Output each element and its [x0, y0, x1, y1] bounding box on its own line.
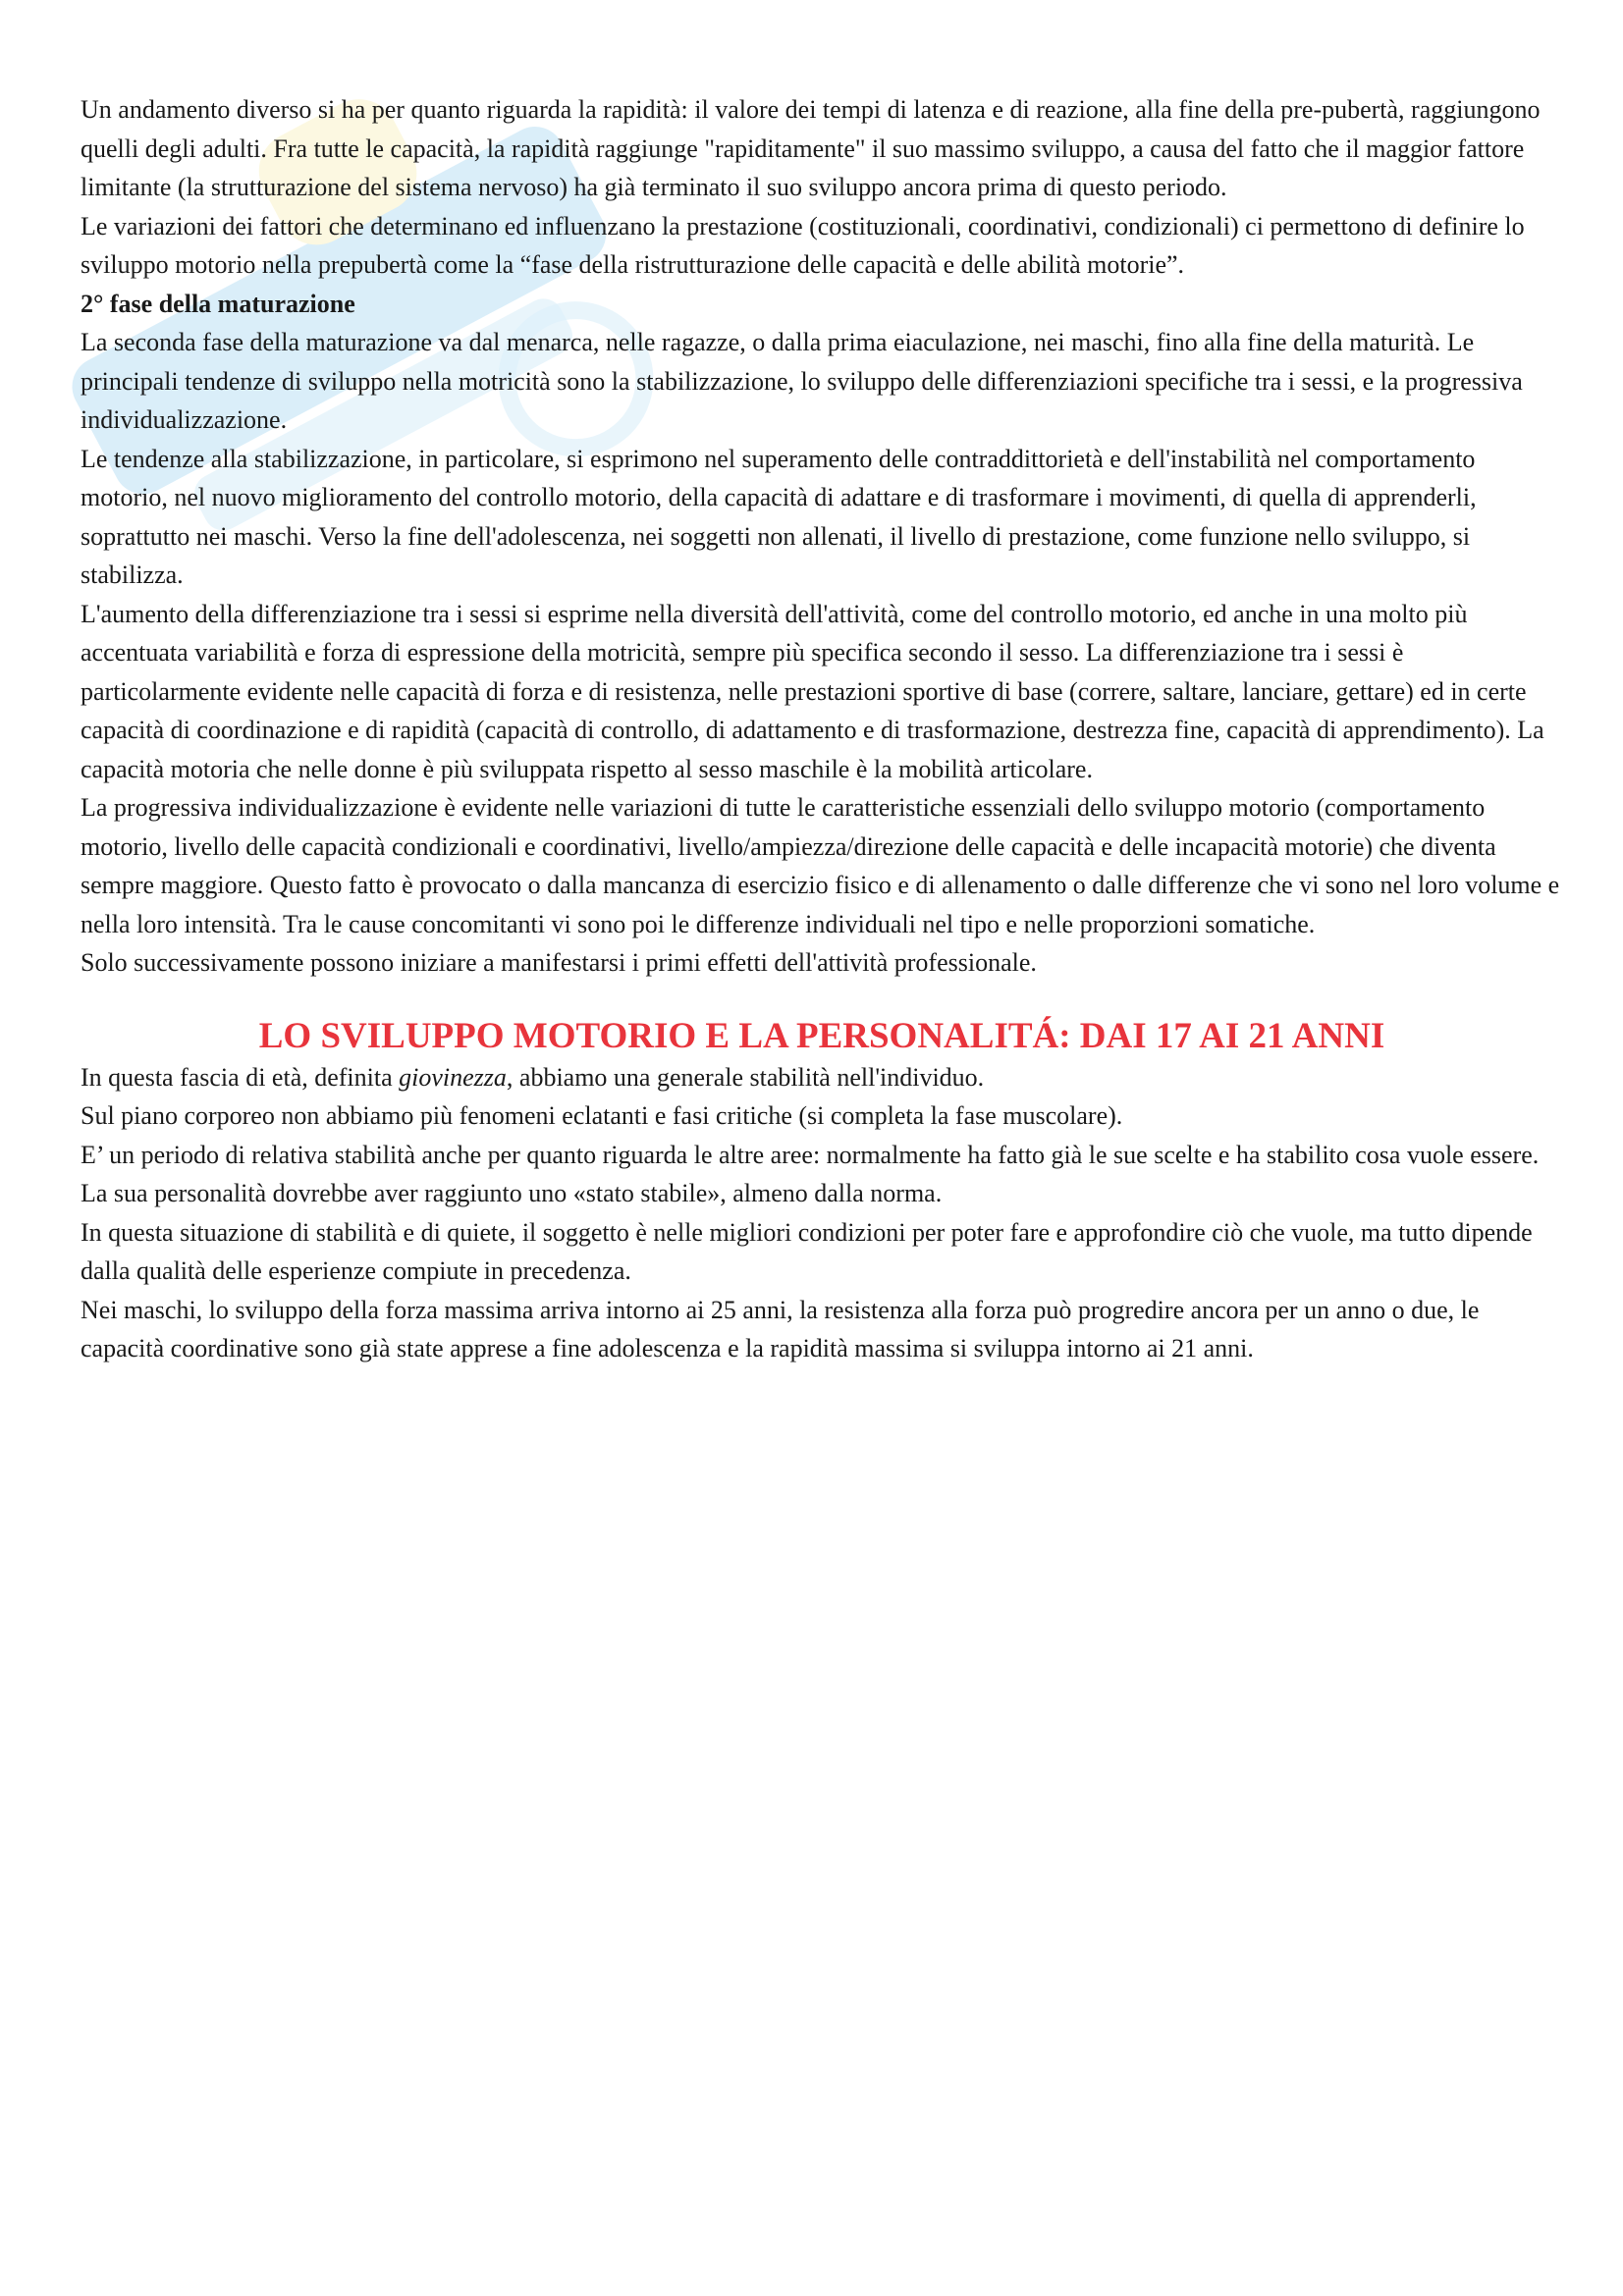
paragraph: La seconda fase della maturazione va dal menarca, nelle ragazze, o dalla prima eiaculazione, nei maschi, fino alla fine della maturità. Le principali tendenze di sviluppo nella motricità sono la stabilizzazione, lo sviluppo delle differenziazioni specifiche tra i sessi, e la progressiva individualizzazione. — [81, 328, 1523, 434]
paragraph: L'aumento della differenziazione tra i sessi si esprime nella diversità dell'attività, come del controllo motorio, ed anche in una molto più accentuata variabilità e forza di espressione della motricità, sempre più specifica secondo il sesso. La differenziazione tra i sessi è particolarmente evidente nelle capacità di forza e di resistenza, nelle prestazioni sportive di base (correre, saltare, lanciare, gettare) ed in certe capacità di coordinazione e di rapidità (capacità di controllo, di adattamento e di trasformazione, destrezza fine, capacità di apprendimento). La capacità motoria che nelle donne è più sviluppata rispetto al sesso maschile è la mobilità articolare. — [81, 599, 1544, 783]
paragraph: Nei maschi, lo sviluppo della forza massima arriva intorno ai 25 anni, la resistenza alla forza può progredire ancora per un anno o due, le capacità coordinative sono già state apprese a fine adolescenza e la rapidità massima si sviluppa intorno ai 21 anni. — [81, 1295, 1480, 1362]
paragraph: La progressiva individualizzazione è evidente nelle variazioni di tutte le caratteristiche essenziali dello sviluppo motorio (comportamento motorio, livello delle capacità condizionali e coordinativi, livello/ampiezza/direzione delle capacità e delle incapacità motorie) che diventa sempre maggiore. Questo fatto è provocato o dalla mancanza di esercizio fisico e di allenamento o dalle differenze che vi sono nel loro volume e nella loro intensità. Tra le cause concomitanti vi sono poi le differenze individuali nel tipo e nelle proporzioni somatiche. — [81, 793, 1560, 938]
intro-text-before: In questa fascia di età, definita — [81, 1062, 400, 1092]
section-title: LO SVILUPPO MOTORIO E LA PERSONALITÁ: DAI 17 AI 21 ANNI — [258, 1015, 1385, 1056]
section-intro-paragraph — [81, 1058, 1563, 1097]
document-body — [81, 90, 1563, 1368]
paragraph: Le variazioni dei fattori che determinano ed influenzano la prestazione (costituzionali, coordinativi, condizionali) ci permettono di definire lo sviluppo motorio nella prepubertà come la “fase della ristrutturazione delle capacità e delle abilità motorie”. — [81, 211, 1525, 279]
paragraph: In questa situazione di stabilità e di quiete, il soggetto è nelle migliori condizioni per poter fare e approfondire ciò che vuole, ma tutto dipende dalla qualità delle esperienze compiute in precedenza. — [81, 1217, 1533, 1285]
subheading-second-phase: 2° fase della maturazione — [81, 289, 355, 318]
paragraph: E’ un periodo di relativa stabilità anche per quanto riguarda le altre aree: normalmente ha fatto già le sue scelte e ha stabilito cosa vuole essere. La sua personalità dovrebbe aver raggiunto uno «stato stabile», almeno dalla norma. — [81, 1140, 1540, 1207]
paragraph: Un andamento diverso si ha per quanto riguarda la rapidità: il valore dei tempi di latenza e di reazione, alla fine della pre-pubertà, raggiungono quelli degli adulti. Fra tutte le capacità, la rapidità raggiunge "rapiditamente" il suo massimo sviluppo, a causa del fatto che il maggior fattore limitante (la strutturazione del sistema nervoso) ha già terminato il suo sviluppo ancora prima di questo periodo. — [81, 95, 1541, 201]
paragraph: Sul piano corporeo non abbiamo più fenomeni eclatanti e fasi critiche (si completa la fase muscolare). — [81, 1101, 1123, 1130]
paragraph: Solo successivamente possono iniziare a manifestarsi i primi effetti dell'attività professionale. — [81, 948, 1037, 977]
paragraph: Le tendenze alla stabilizzazione, in particolare, si esprimono nel superamento delle contraddittorietà e dell'instabilità nel comportamento motorio, nel nuovo miglioramento del controllo motorio, della capacità di adattare e di trasformare i movimenti, di quella di apprenderli, soprattutto nei maschi. Verso la fine dell'adolescenza, nei soggetti non allenati, il livello di prestazione, come funzione nello sviluppo, si stabilizza. — [81, 444, 1477, 589]
intro-emphasis: giovinezza — [399, 1062, 507, 1092]
intro-text-after: , abbiamo una generale stabilità nell'individuo. — [506, 1062, 985, 1092]
